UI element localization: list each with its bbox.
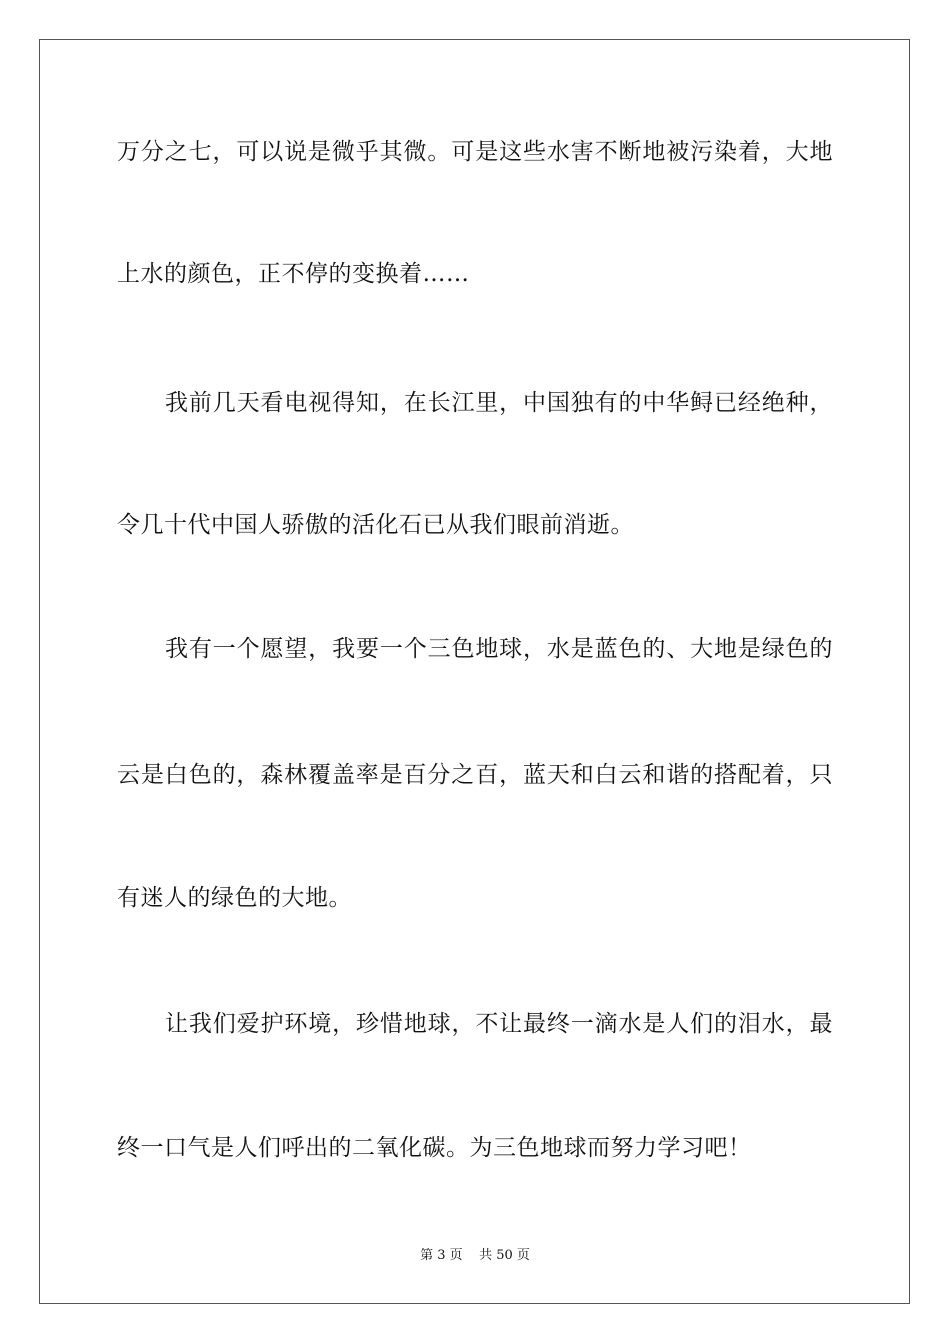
- paragraph-line: 有迷人的绿色的大地。: [117, 885, 352, 911]
- paragraph-line: 万分之七，可以说是微乎其微。可是这些水害不断地被污染着，大地: [117, 139, 833, 165]
- page-number-footer: 第 3 页 共 50 页: [420, 1248, 530, 1263]
- paragraph-line: 让我们爱护环境，珍惜地球，不让最终一滴水是人们的泪水，最: [165, 1011, 833, 1037]
- paragraph-line: 我有一个愿望，我要一个三色地球，水是蓝色的、大地是绿色的: [165, 636, 833, 662]
- paragraph-line: 云是白色的，森林覆盖率是百分之百，蓝天和白云和谐的搭配着，只: [117, 762, 833, 788]
- paragraph-line: 我前几天看电视得知，在长江里，中国独有的中华鲟已经绝种，: [165, 390, 833, 416]
- paragraph-line: 终一口气是人们呼出的二氧化碳。为三色地球而努力学习吧！: [117, 1135, 752, 1161]
- paragraph-line: 令几十代中国人骄傲的活化石已从我们眼前消逝。: [117, 512, 634, 538]
- paragraph-line: 上水的颜色，正不停的变换着……: [117, 261, 470, 287]
- page-border: [39, 39, 910, 1304]
